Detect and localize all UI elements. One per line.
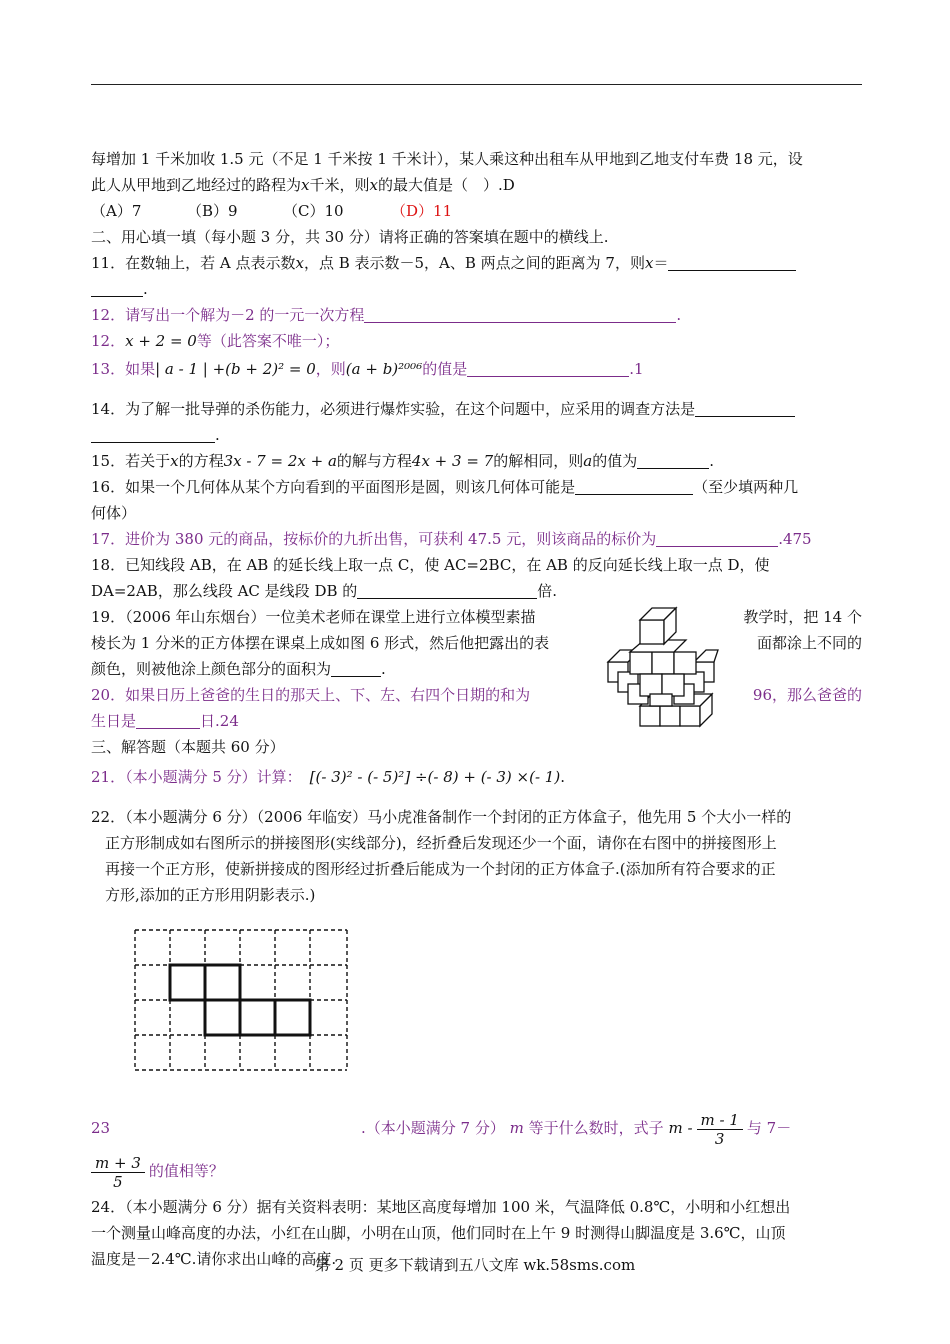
q19-line2-right: 面都涂上不同的 xyxy=(756,634,862,652)
q17-blank xyxy=(656,530,778,547)
q20-line1: 20．如果日历上爸爸的生日的那天上、下、左、右四个日期的和为 xyxy=(91,686,531,704)
q24-line2: 一个测量山峰高度的办法，小红在山脚，小明在山顶，他们同时在上午 9 时测得山脚温度是 3.6℃，山顶 xyxy=(91,1224,786,1242)
q16: 16．如果一个几何体从某个方向看到的平面图形是圆，则该几何体可能是 （至少填两种几 xyxy=(91,478,799,496)
q22-line3: 再接一个正方形，使新拼接成的图形经过折叠后能成为一个封闭的正方体盒子.(添加所有符合要求的正 xyxy=(105,860,776,878)
q20-blank xyxy=(136,712,200,729)
q20-line1-right: 96，那么爸爸的 xyxy=(752,686,862,704)
q19-line3: 颜色，则被他涂上颜色部分的面积为 . xyxy=(91,660,386,678)
q11-blank xyxy=(668,254,796,271)
q16-blank xyxy=(575,478,693,495)
q15-blank xyxy=(637,452,709,469)
q24-line3: 温度是－2.4℃.请你求出山峰的高度. xyxy=(91,1250,337,1268)
section-3-heading: 三、解答题（本题共 60 分） xyxy=(91,738,285,756)
cube-net-grid-figure xyxy=(133,928,351,1078)
q18-line1: 18．已知线段 AB，在 AB 的延长线上取一点 C，使 AC=2BC，在 AB 的反向延长线上取一点 D，使 xyxy=(91,556,770,574)
q11-cont: . xyxy=(91,276,862,302)
header-rule xyxy=(91,84,862,85)
q23-line2: $\frac{m + 3}{5}$ 的值相等？ xyxy=(91,1148,862,1194)
q19-blank xyxy=(331,660,381,677)
q10-line2: 此人从甲地到乙地经过的路程为x千米，则x的最大值是（ ）.D xyxy=(91,176,515,194)
q10-line1: 每增加 1 千米加收 1.5 元（不足 1 千米按 1 千米计），某人乘这种出租车从甲地到乙地支付车费 18 元，设 xyxy=(91,150,803,168)
page-content xyxy=(91,146,862,1272)
q19-line2: 棱长为 1 分米的正方体摆在课桌上成如图 6 形式，然后他把露出的表 xyxy=(91,634,550,652)
q18-blank xyxy=(357,582,537,599)
q12-answer: 12．x + 2 = 0等（此答案不唯一）； xyxy=(91,332,340,350)
q21: 21．（本小题满分 5 分）计算： [(- 3)² - (- 5)²] ÷(- 8) + (- 3) ×(- 1). xyxy=(91,768,565,786)
q15: 15．若关于x的方程3x - 7 = 2x + a的解与方程4x + 3 = 7的解相同，则a的值为 . xyxy=(91,452,714,470)
q20-line2: 生日是 日.24 xyxy=(91,712,239,730)
q22-line4: 方形,添加的正方形用阴影表示.) xyxy=(105,886,316,904)
section-2-heading: 二、用心填一填（每小题 3 分，共 30 分）请将正确的答案填在题中的横线上. xyxy=(91,228,609,246)
page-footer: 第 2 页 更多下载请到五八文库 wk.58sms.com xyxy=(314,1256,636,1274)
q12: 12．请写出一个解为－2 的一元一次方程 . xyxy=(91,306,682,324)
q10-options xyxy=(91,198,862,224)
option-b: （B）9 xyxy=(187,202,238,220)
q17: 17．进价为 380 元的商品，按标价的九折出售，可获利 47.5 元，则该商品的标价为 .475 xyxy=(91,530,812,548)
q22-line2: 正方形制成如右图所示的拼接图形(实线部分)，经折叠后发现还少一个面，请你在右图中的拼接图形上 xyxy=(105,834,777,852)
q14-cont: . xyxy=(91,422,862,448)
option-a: （A）7 xyxy=(91,202,142,220)
option-d: （D）11 xyxy=(391,202,453,220)
q24-line1: 24．（本小题满分 6 分）据有关资料表明：某地区高度每增加 100 米，气温降低 0.8℃，小明和小红想出 xyxy=(91,1198,791,1216)
q13: 13．如果| a - 1 | +(b + 2)² = 0，则(a + b)²⁰⁰⁶的值是 .1 xyxy=(91,360,644,378)
q23-line1: 23 .（本小题满分 7 分） m 等于什么数时，式子 m - $\frac{m - 1}{3}$ 与 7－ xyxy=(91,1110,792,1148)
q14: 14．为了解一批导弹的杀伤能力，必须进行爆炸实验，在这个问题中，应采用的调查方法是 xyxy=(91,396,862,422)
q19-q20-block xyxy=(91,604,862,708)
q11: 11．在数轴上，若 A 点表示数x，点 B 表示数－5，A、B 两点之间的距离为 7，则x＝ xyxy=(91,250,862,276)
q14-blank xyxy=(695,400,795,417)
cube-pyramid-figure xyxy=(606,602,720,734)
q22-line1: 22．（本小题满分 6 分）（2006 年临安）马小虎准备制作一个封闭的正方体盒子，他先用 5 个大小一样的 xyxy=(91,808,792,826)
option-c: （C）10 xyxy=(283,202,344,220)
q19-line1-right: 教学时，把 14 个 xyxy=(743,608,862,626)
q19-line1: 19．（2006 年山东烟台）一位美术老师在课堂上进行立体模型素描 xyxy=(91,608,536,626)
q13-blank xyxy=(467,360,629,377)
q12-blank xyxy=(364,306,676,323)
q16-cont: 何体） xyxy=(91,504,137,522)
q18-line2: DA=2AB，那么线段 AC 是线段 DB 的 倍. xyxy=(91,582,558,600)
